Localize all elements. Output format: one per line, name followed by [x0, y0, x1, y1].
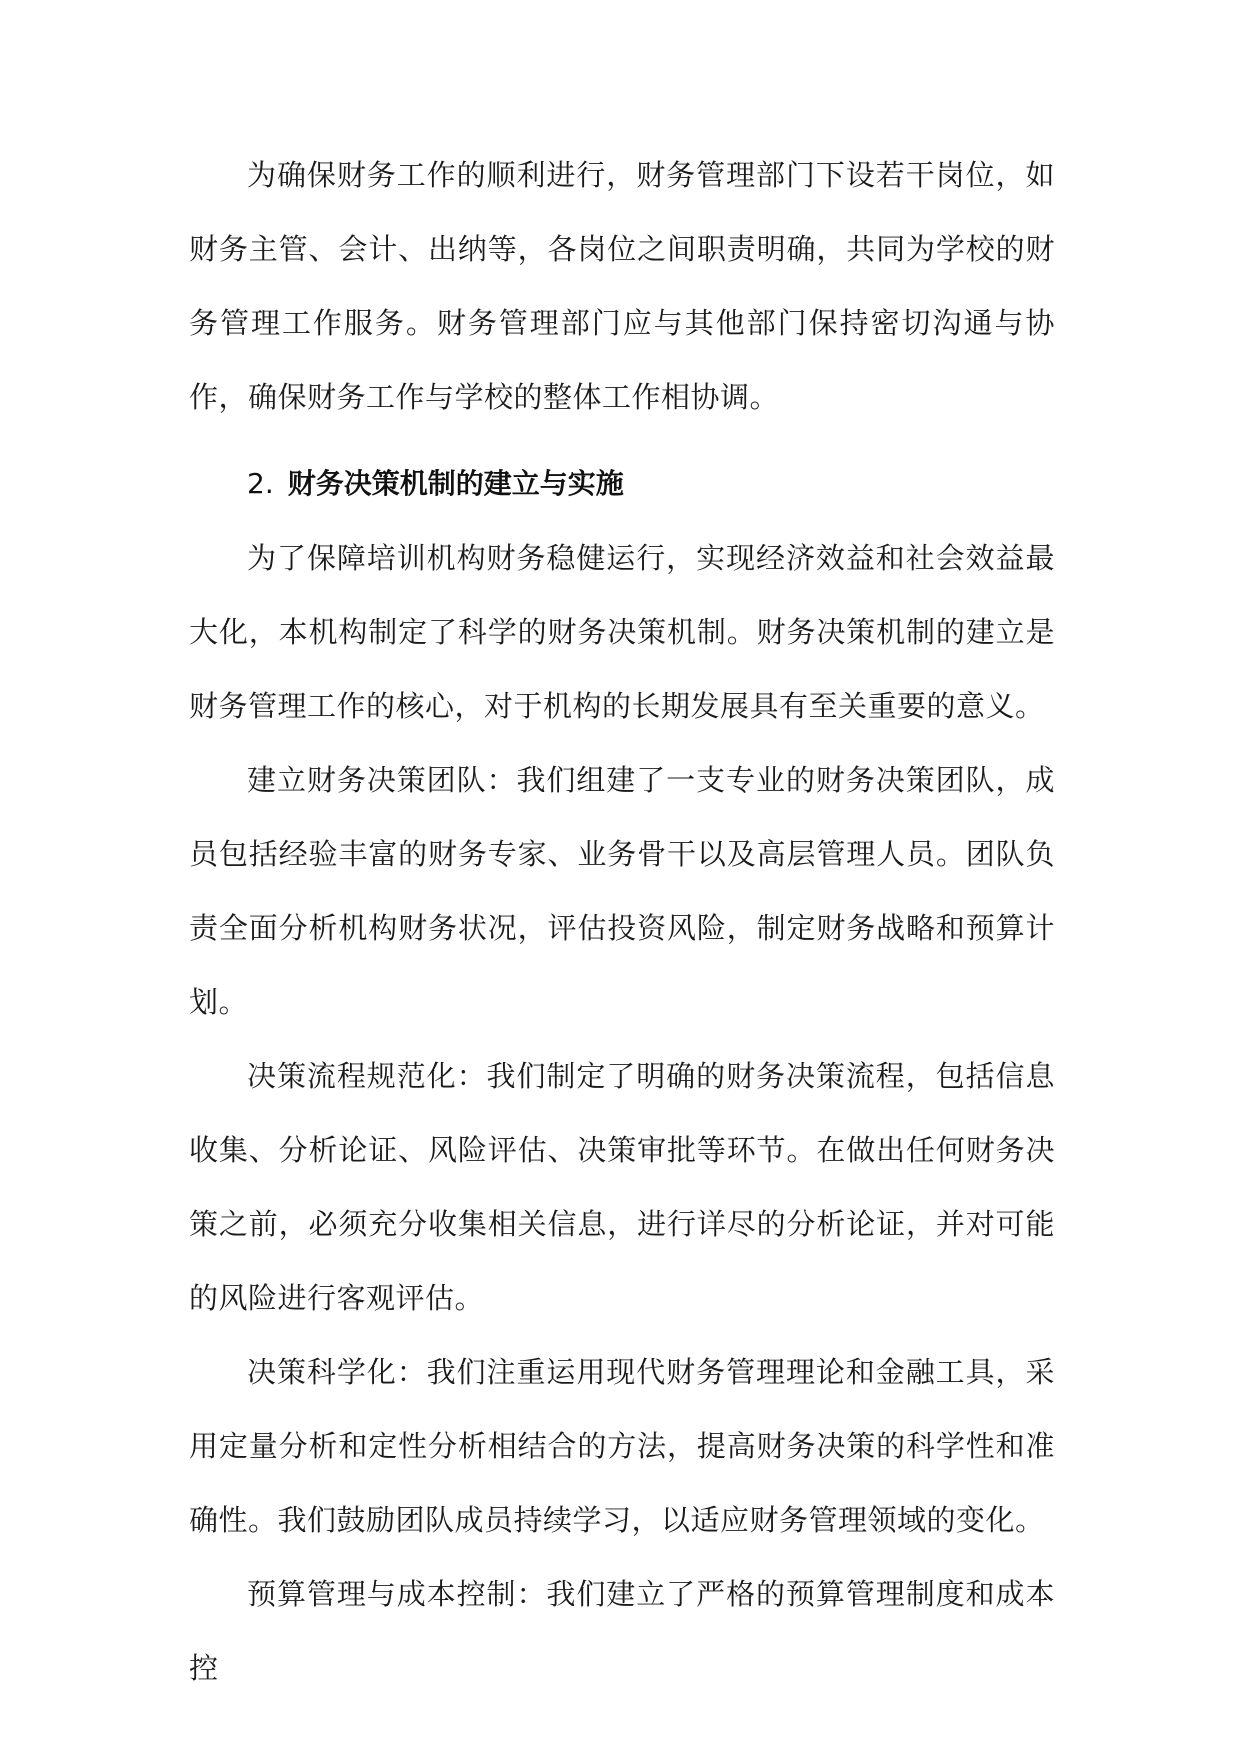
paragraph-scientific-decision: 决策科学化：我们注重运用现代财务管理理论和金融工具，采用定量分析和定性分析相结合的方法，提高财务决策的科学性和准确性。我们鼓励团队成员持续学习，以适应财务管理领域的变化。 [189, 1355, 1055, 1537]
paragraph-decision-mechanism: 为了保障培训机构财务稳健运行，实现经济效益和社会效益最大化，本机构制定了科学的财务决策机制。财务决策机制的建立是财务管理工作的核心，对于机构的长期发展具有至关重要的意义。 [189, 541, 1055, 723]
section-title: 财务决策机制的建立与实施 [287, 467, 624, 500]
paragraph-department-roles: 为确保财务工作的顺利进行，财务管理部门下设若干岗位，如财务主管、会计、出纳等，各岗位之间职责明确，共同为学校的财务管理工作服务。财务管理部门应与其他部门保持密切沟通与协作，确保财务工作与学校的整体工作相协调。 [189, 158, 1055, 414]
paragraph-decision-process: 决策流程规范化：我们制定了明确的财务决策流程，包括信息收集、分析论证、风险评估、决策审批等环节。在做出任何财务决策之前，必须充分收集相关信息，进行详尽的分析论证，并对可能的风险进行客观评估。 [189, 1059, 1055, 1315]
document-body [189, 138, 1055, 1705]
paragraph-decision-team: 建立财务决策团队：我们组建了一支专业的财务决策团队，成员包括经验丰富的财务专家、业务骨干以及高层管理人员。团队负责全面分析机构财务状况，评估投资风险，制定财务战略和预算计划。 [189, 763, 1055, 1019]
section-heading [189, 447, 1055, 521]
paragraph-budget-cost-control: 预算管理与成本控制：我们建立了严格的预算管理制度和成本控 [189, 1577, 1055, 1685]
section-number: 2. [247, 467, 274, 500]
